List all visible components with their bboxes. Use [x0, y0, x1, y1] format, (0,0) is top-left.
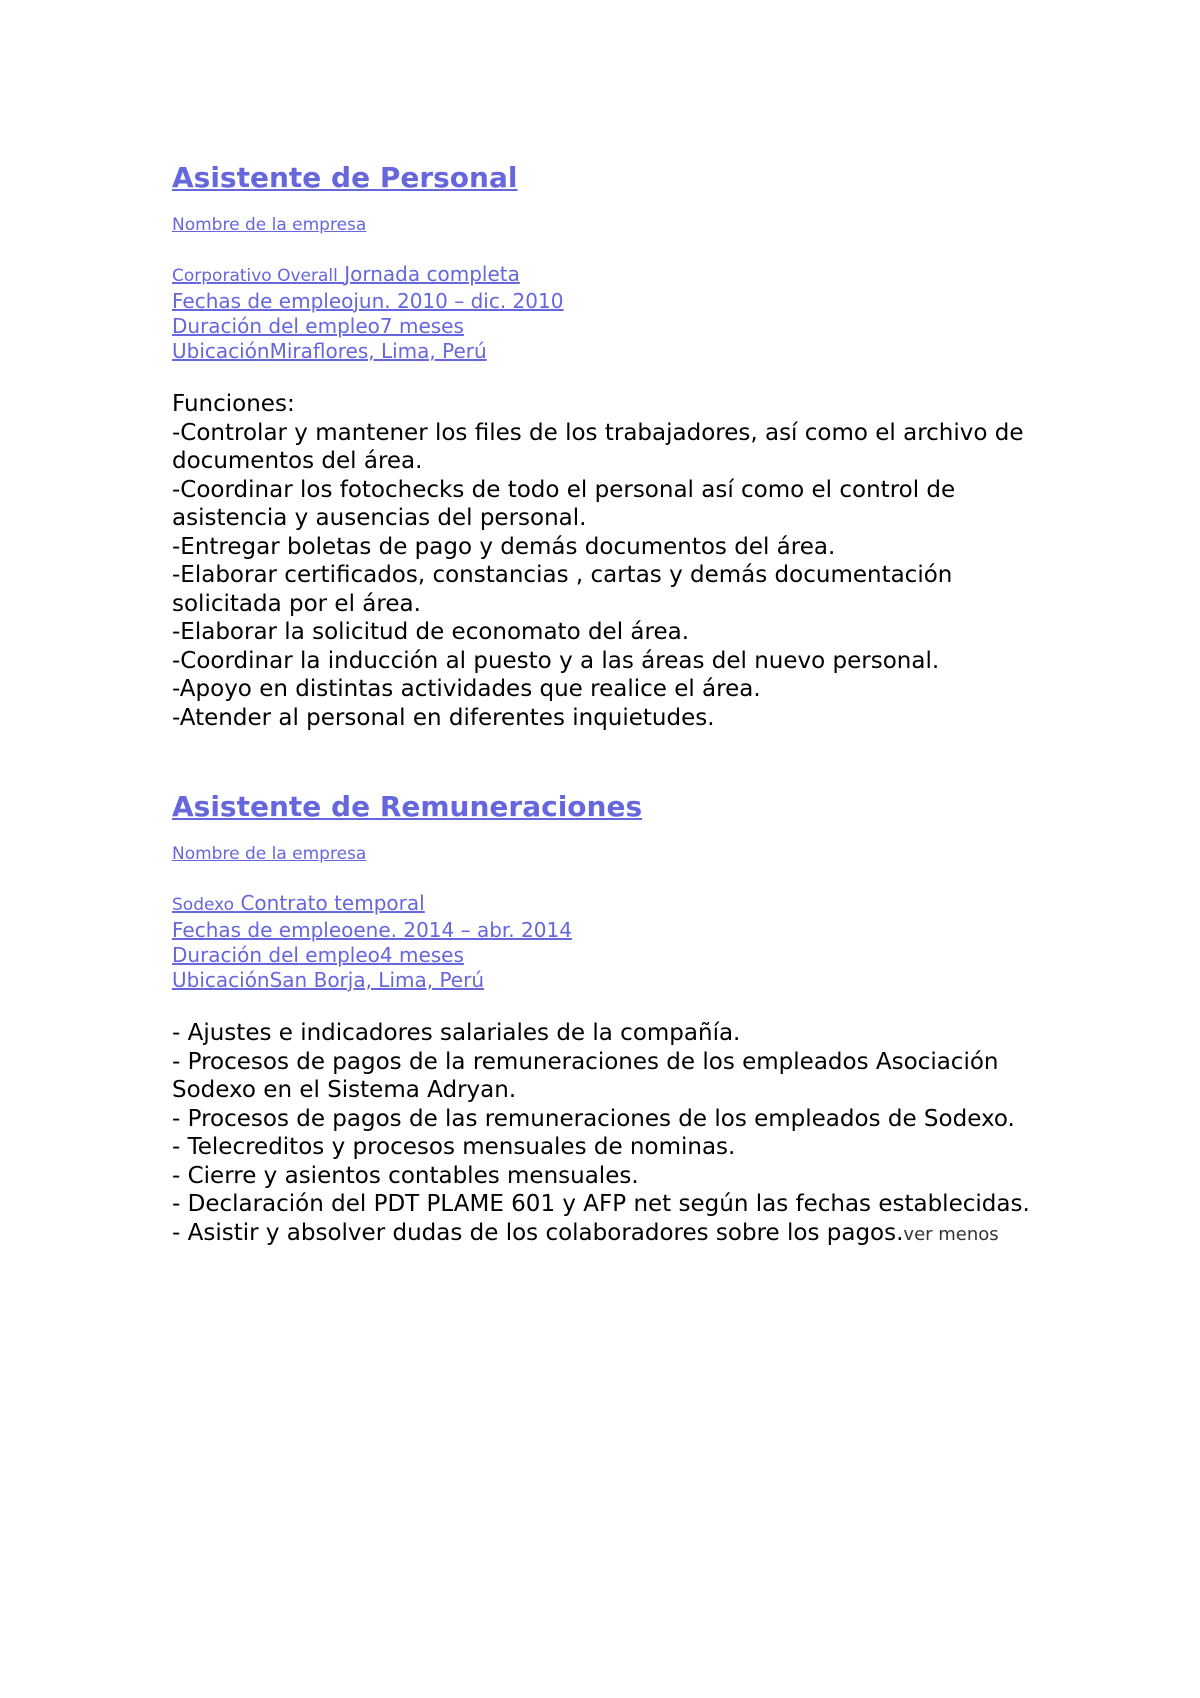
- description-line: -Apoyo en distintas actividades que realice el área.: [172, 676, 761, 702]
- job-title-link[interactable]: Asistente de Personal: [172, 161, 518, 194]
- job-title-link[interactable]: Asistente de Remuneraciones: [172, 790, 643, 823]
- description-line: -Elaborar certificados, constancias , cartas y demás documentación solicitada por el área.: [172, 562, 953, 617]
- duration-label: Duración del empleo: [172, 943, 380, 967]
- see-less-link[interactable]: ver menos: [903, 1223, 999, 1245]
- company-name: Corporativo Overall: [172, 266, 338, 286]
- dates-value: jun. 2010 – dic. 2010: [353, 289, 564, 313]
- dates-value: ene. 2014 – abr. 2014: [353, 918, 572, 942]
- employment-dates-link[interactable]: [172, 918, 1032, 943]
- document-page: [172, 160, 1032, 1249]
- description-line: Funciones:: [172, 391, 295, 417]
- company-label-link[interactable]: Nombre de la empresa: [172, 215, 367, 235]
- description-line: - Ajustes e indicadores salariales de la compañía.: [172, 1020, 741, 1046]
- duration-label: Duración del empleo: [172, 314, 380, 338]
- employment-duration-link[interactable]: [172, 943, 1032, 968]
- description-line: -Elaborar la solicitud de economato del área.: [172, 619, 690, 645]
- company-label-link[interactable]: Nombre de la empresa: [172, 844, 367, 864]
- location-link[interactable]: [172, 339, 1032, 364]
- description-line: -Coordinar los fotochecks de todo el personal así como el control de asistencia y ausencias del personal.: [172, 476, 956, 531]
- description-line: - Procesos de pagos de la remuneraciones de los empleados Asociación Sodexo en el Sistema Adryan.: [172, 1048, 999, 1103]
- description-line: -Entregar boletas de pago y demás documentos del área.: [172, 533, 836, 560]
- employment-type: Jornada completa: [344, 262, 520, 286]
- job-description: [172, 1019, 1032, 1249]
- description-line: -Coordinar la inducción al puesto y a las áreas del nuevo personal.: [172, 647, 940, 674]
- job-entry-asistente-de-remuneraciones: [172, 789, 1032, 1249]
- description-line: - Procesos de pagos de las remuneraciones de los empleados de Sodexo.: [172, 1105, 1015, 1132]
- job-meta: [172, 891, 1032, 993]
- company-name: Sodexo: [172, 895, 235, 915]
- company-link[interactable]: [172, 262, 1032, 289]
- job-meta: [172, 262, 1032, 364]
- employment-duration-link[interactable]: [172, 314, 1032, 339]
- employment-type: Contrato temporal: [240, 891, 425, 915]
- location-label: Ubicación: [172, 968, 270, 992]
- duration-value: 4 meses: [379, 943, 464, 967]
- employment-dates-link[interactable]: [172, 289, 1032, 314]
- description-line: - Telecreditos y procesos mensuales de nominas.: [172, 1134, 736, 1160]
- duration-value: 7 meses: [379, 314, 464, 338]
- description-line: -Controlar y mantener los files de los trabajadores, así como el archivo de documentos del área.: [172, 419, 1024, 474]
- description-line: - Declaración del PDT PLAME 601 y AFP net según las fechas establecidas.: [172, 1191, 1030, 1217]
- location-link[interactable]: [172, 968, 1032, 993]
- job-entry-asistente-de-personal: [172, 160, 1032, 732]
- location-value: San Borja, Lima, Perú: [269, 968, 485, 992]
- location-value: Miraflores, Lima, Perú: [269, 339, 487, 363]
- description-line: -Atender al personal en diferentes inquietudes.: [172, 704, 715, 731]
- description-line-last: [172, 1219, 1032, 1250]
- description-text: - Asistir y absolver dudas de los colaboradores sobre los pagos.: [172, 1219, 904, 1246]
- location-label: Ubicación: [172, 339, 270, 363]
- description-line: - Cierre y asientos contables mensuales.: [172, 1162, 639, 1189]
- job-description: [172, 390, 1032, 732]
- dates-label: Fechas de empleo: [172, 918, 354, 942]
- company-link[interactable]: [172, 891, 1032, 918]
- dates-label: Fechas de empleo: [172, 289, 354, 313]
